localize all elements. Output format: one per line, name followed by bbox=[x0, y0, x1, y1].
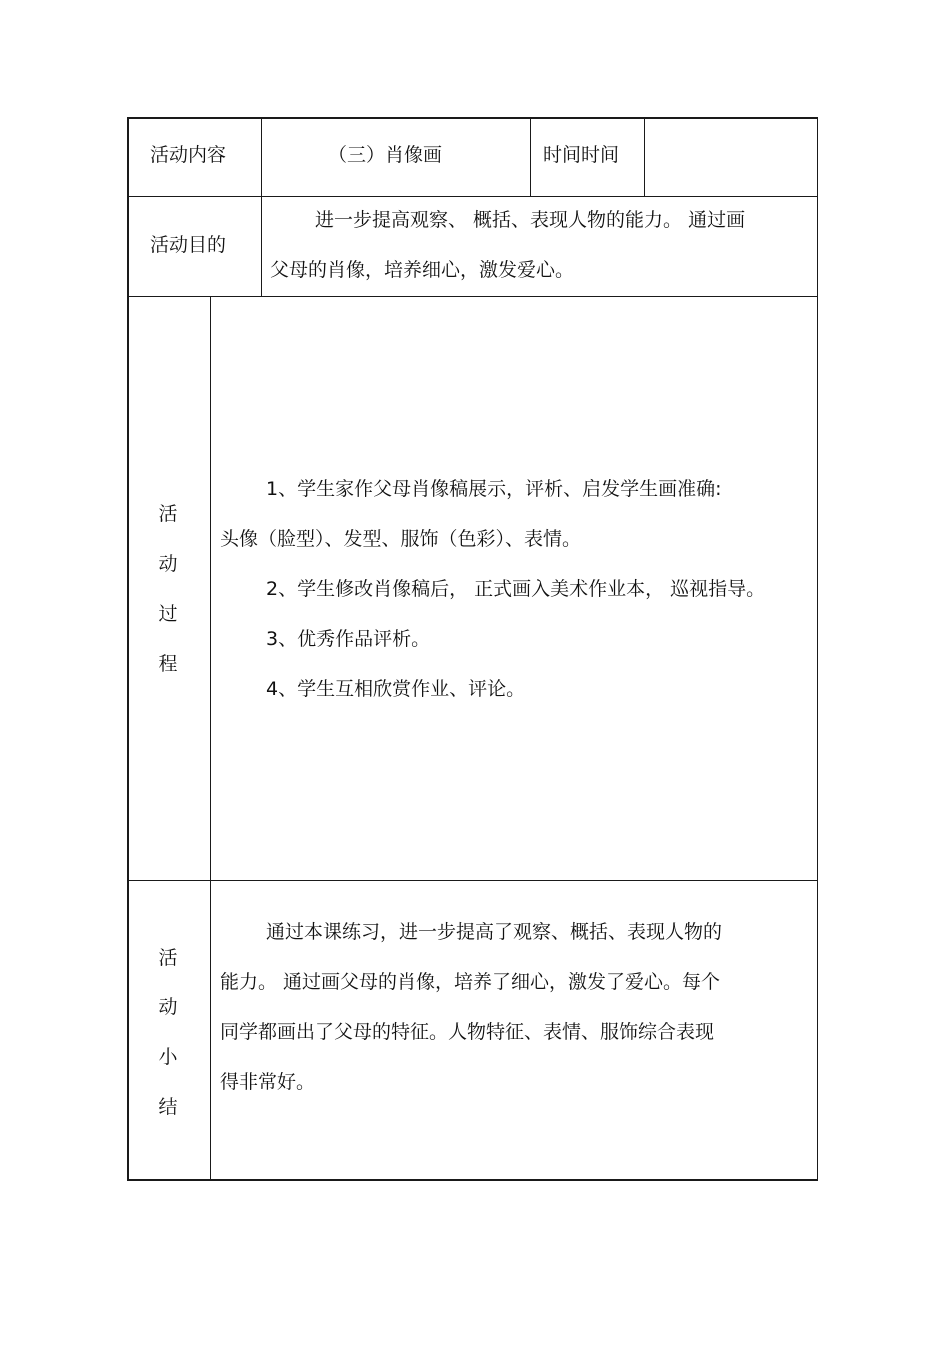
summary-label-char-4: 结 bbox=[158, 1096, 178, 1118]
col-separator-label-top bbox=[261, 117, 262, 297]
summary-label-char-1: 活 bbox=[158, 947, 178, 969]
process-label-char-3: 过 bbox=[158, 603, 178, 625]
process-line-3: 2、学生修改肖像稿后， 正式画入美术作业本， 巡视指导。 bbox=[266, 578, 766, 600]
process-line-1: 1、学生家作父母肖像稿展示，评析、启发学生画准确: bbox=[266, 478, 722, 500]
summary-line-1: 通过本课练习，进一步提高了观察、概括、表现人物的 bbox=[266, 921, 723, 943]
table-border-left bbox=[127, 117, 129, 1181]
time-label: 时间时间 bbox=[543, 144, 620, 166]
table-border-right bbox=[817, 117, 819, 1181]
summary-label-char-3: 小 bbox=[158, 1046, 178, 1068]
activity-goal-line-1: 进一步提高观察、 概括、表现人物的能力。 通过画 bbox=[315, 209, 746, 231]
col-separator-label-bottom bbox=[210, 296, 211, 1180]
process-line-2: 头像（脸型）、发型、服饰（色彩）、表情。 bbox=[220, 528, 582, 550]
process-line-5: 4、学生互相欣赏作业、评论。 bbox=[266, 678, 526, 700]
table-border-bottom bbox=[127, 1179, 818, 1181]
process-label-char-4: 程 bbox=[158, 653, 178, 675]
summary-line-4: 得非常好。 bbox=[220, 1071, 316, 1093]
activity-goal-label: 活动目的 bbox=[150, 234, 227, 256]
activity-goal-line-2: 父母的肖像，培养细心，激发爱心。 bbox=[270, 259, 575, 281]
table-border-top bbox=[127, 117, 818, 119]
row-separator-3 bbox=[127, 880, 818, 881]
col-separator-time-value bbox=[644, 117, 645, 197]
process-line-4: 3、优秀作品评析。 bbox=[266, 628, 431, 650]
summary-label-char-2: 动 bbox=[158, 996, 178, 1018]
row-separator-1 bbox=[127, 196, 818, 197]
process-label-char-2: 动 bbox=[158, 553, 178, 575]
activity-title: （三）肖像画 bbox=[328, 144, 443, 166]
activity-content-label: 活动内容 bbox=[150, 144, 227, 166]
col-separator-time-label bbox=[530, 117, 531, 197]
summary-line-2: 能力。 通过画父母的肖像，培养了细心，激发了爱心。每个 bbox=[220, 971, 721, 993]
process-label-char-1: 活 bbox=[158, 503, 178, 525]
summary-line-3: 同学都画出了父母的特征。人物特征、表情、服饰综合表现 bbox=[220, 1021, 715, 1043]
row-separator-2 bbox=[127, 296, 818, 297]
